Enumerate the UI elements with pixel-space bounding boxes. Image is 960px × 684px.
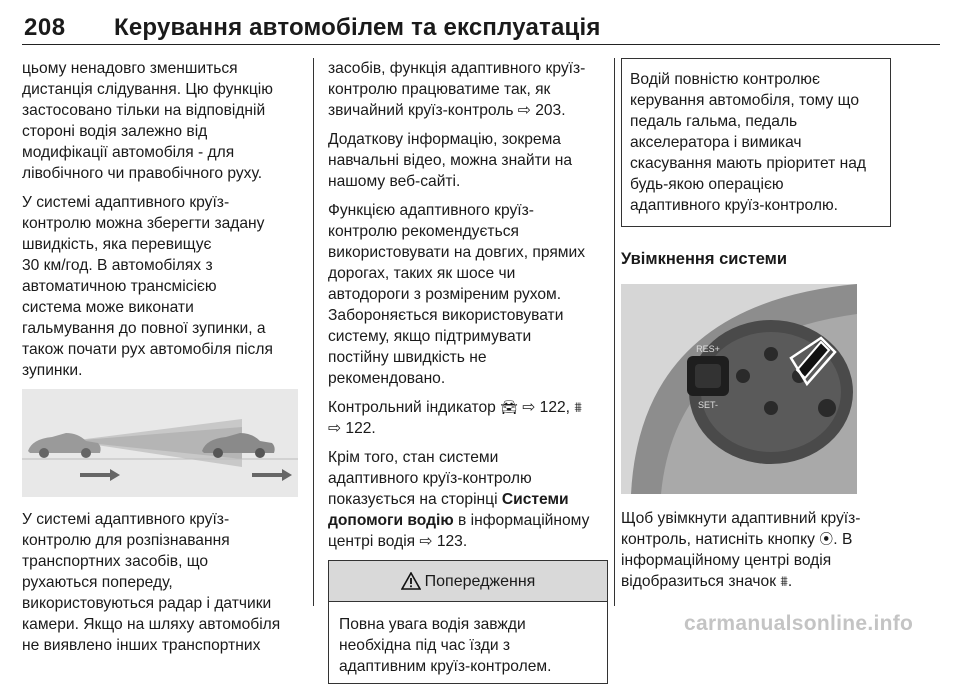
text: . [787, 573, 793, 590]
warning-title: Попередження [424, 572, 536, 590]
acc-indicator-icon: ⩩ [574, 399, 582, 415]
paragraph [621, 508, 941, 592]
section-heading: Увімкнення системи [621, 250, 787, 268]
column-divider [313, 58, 314, 606]
text: Крім того, стан системи адаптивного круїз-контролю показується на сторінці [328, 449, 532, 508]
car-indicator-icon: 🚘︎ [500, 399, 518, 415]
column-divider [614, 58, 615, 606]
warning-continuation-box: Водій повністю контролює керування автомобіля, тому що педаль гальма, педаль акселератора і вимикач скасування мають пріоритет над будь-якою операцією адаптивного круїз-контролю. [621, 58, 891, 227]
text: Контрольний індикатор [328, 399, 496, 416]
warning-text: Повна увага водія завжди необхідна під час їзди з адаптивним круїз-контролем. [339, 616, 552, 675]
radar-illustration [22, 389, 298, 497]
acc-button-icon: ⦿ [819, 531, 834, 547]
warning-box [328, 560, 608, 684]
paragraph: У системі адаптивного круїз- контролю для розпізнавання транспортних засобів, що рухаються попереду, використовуються радар і датчики камери. Якщо на шляху автомобіля не виявлено інших транспортних [22, 511, 281, 654]
paragraph: Додаткову інформацію, зокрема навчальні відео, можна знайти на нашому веб-сайті. [328, 131, 573, 190]
acc-indicator-icon: ⩩ [780, 573, 788, 589]
page-number: 208 [24, 14, 66, 41]
paragraph: Функцією адаптивного круїз- контролю рекомендується використовувати на довгих, прямих дорогах, таких як шосе чи автодороги з розміреним рухом. Забороняється використовувати систему, якщо підтримувати постійну швидкість не рекомендовано. [328, 202, 585, 387]
text: . В інформаційному центрі водія відобразиться значок [621, 531, 853, 590]
column-middle [328, 58, 608, 684]
paragraph [328, 397, 608, 439]
page-header [22, 14, 940, 45]
paragraph: засобів, функція адаптивного круїз- контролю працюватиме так, як звичайний круїз-контроль ⇨ 203. [328, 60, 586, 119]
res-label: RES+ [696, 344, 720, 354]
text: Щоб увімкнути адаптивний круїз- контроль, натисніть кнопку [621, 510, 861, 548]
text: ⇨ 122. [328, 420, 376, 437]
steering-wheel-controls-illustration [621, 284, 857, 494]
set-label: SET- [697, 400, 719, 410]
page-title: Керування автомобілем та експлуатація [114, 14, 601, 41]
text: в інформаційному центрі водія ⇨ 123. [328, 512, 590, 550]
watermark: carmanualsonline.info [684, 612, 914, 635]
column-right [621, 58, 941, 600]
paragraph: У системі адаптивного круїз- контролю можна зберегти задану швидкість, яка перевищує 30 км/год. В автомобілях з автоматичною трансмісією система може виконати гальмування до повної зупинки, а також почати рух автомобіля після зупинки. [22, 194, 273, 379]
warning-triangle-icon [401, 572, 421, 590]
warning-header [329, 561, 607, 602]
paragraph [328, 447, 608, 552]
text: ⇨ 122, [522, 399, 571, 416]
paragraph: цьому ненадовго зменшиться дистанція слідування. Цю функцію застосовано тільки на відповідній стороні водія залежно від модифікації автомобіля - для лівобічного чи правобічного руху. [22, 60, 273, 182]
column-left [22, 58, 302, 664]
text-bold: Системи допомоги водію [328, 491, 569, 529]
